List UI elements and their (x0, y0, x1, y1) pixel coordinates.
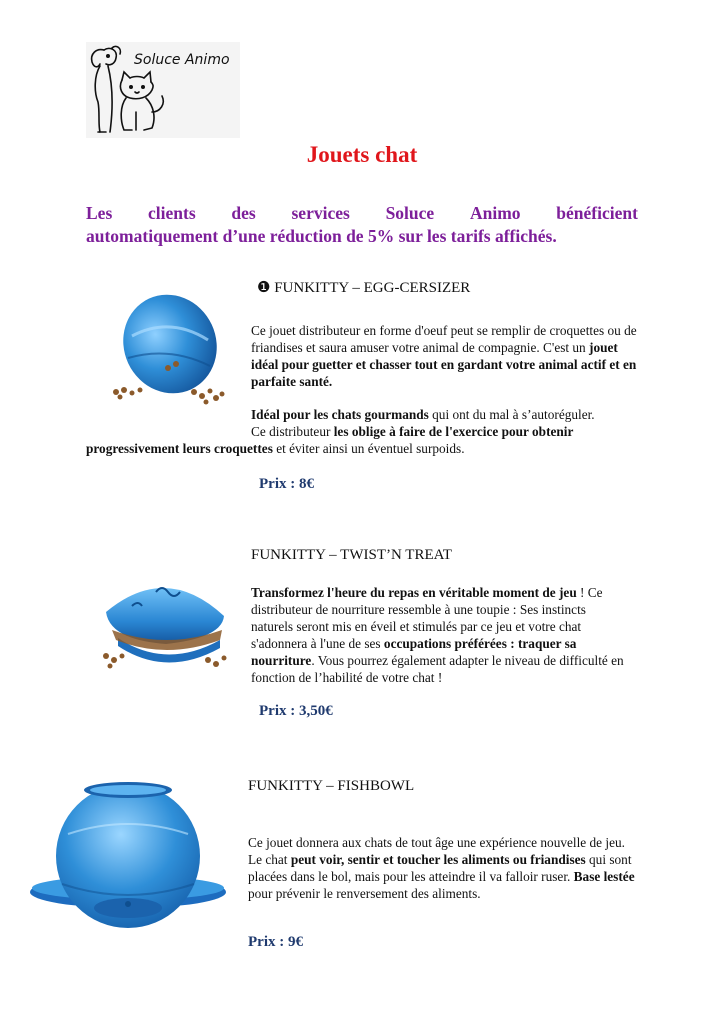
page-title: Jouets chat (306, 142, 418, 167)
intro-line-1 (86, 202, 638, 225)
product-description-twist-n-treat: Transformez l'heure du repas en véritable moment de jeu ! Ce distributeur de nourriture ressemble à une toupie : Ses instincts naturels seront mis en éveil et stimulés par ce jeu et votre chat s'adonnera à l'une de ses occupations préférées : traquer sa nourriture. Vous pourrez également adapter le niveau de difficulté en fonction de l’habilité de votre chat ! (251, 585, 624, 685)
product-description-egg-cersizer-2: Idéal pour les chats gourmands qui ont du mal à s’autoréguler. Ce distributeur les oblige à faire de l'exercice pour obtenir progressivement leurs croquettes et éviter ainsi un éventuel surpoids. (86, 407, 595, 456)
price-egg-cersizer: Prix : 8€ (259, 476, 314, 492)
product-title-egg-cersizer: ❶ FUNKITTY – EGG-CERSIZER (257, 280, 471, 296)
product-description-fishbowl: Ce jouet donnera aux chats de tout âge une expérience nouvelle de jeu. Le chat peut voir, sentir et toucher les aliments ou friandises qui sont placées dans le bol, mais pour les atteindre il va falloir ruser. Base lestée pour prévenir le renversement des aliments. (248, 835, 635, 901)
intro-word: bénéficient (556, 203, 638, 223)
logo (86, 42, 240, 138)
intro-word: Soluce (385, 203, 435, 223)
product-description-egg-cersizer: Ce jouet distributeur en forme d'oeuf peut se remplir de croquettes ou de friandises et saura amuser votre animal de compagnie. C'est un jouet idéal pour guetter et chasser tout en gardant votre animal actif et en parfaite santé. (251, 323, 637, 389)
price-twist-n-treat: Prix : 3,50€ (259, 703, 333, 719)
egg-toy-icon (98, 286, 238, 416)
fishbowl-image (28, 774, 230, 946)
intro-word: services (291, 203, 350, 223)
bullet-icon: ❶ (257, 280, 271, 296)
fishbowl-toy-icon (28, 774, 230, 946)
price-fishbowl: Prix : 9€ (248, 934, 303, 950)
spinner-toy-icon (96, 552, 236, 680)
intro-word: Animo (469, 203, 521, 223)
egg-cersizer-image (98, 286, 238, 416)
logo-text: Soluce Animo (134, 52, 230, 68)
intro-paragraph (86, 202, 638, 248)
intro-word: Les (86, 203, 113, 223)
product-title-fishbowl: FUNKITTY – FISHBOWL (248, 778, 415, 794)
twist-n-treat-image (96, 552, 236, 680)
intro-word: des (231, 203, 256, 223)
product-title-twist-n-treat: FUNKITTY – TWIST’N TREAT (251, 547, 452, 563)
intro-word: clients (148, 203, 196, 223)
intro-line-2: automatiquement d’une réduction de 5% sur les tarifs affichés. (86, 226, 557, 246)
